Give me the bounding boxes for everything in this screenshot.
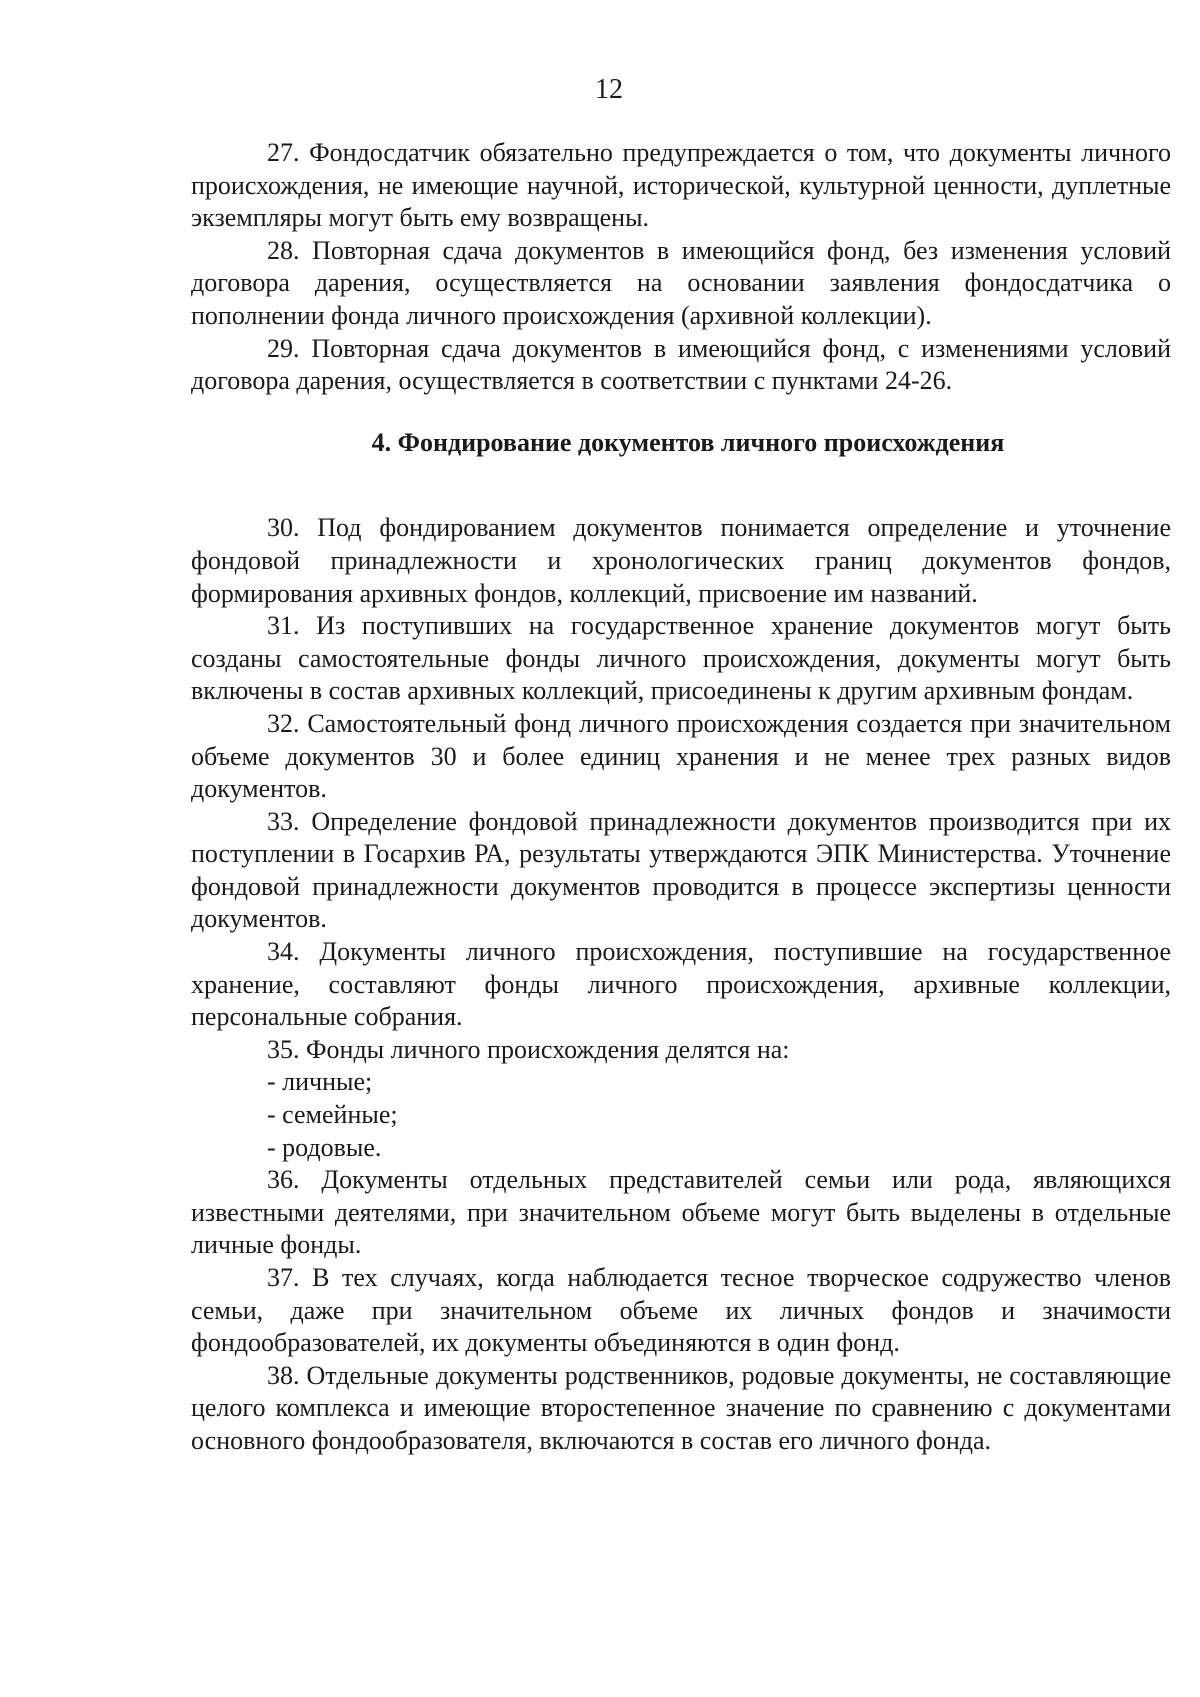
paragraph-28: 28. Повторная сдача документов в имеющийся фонд, без изменения условий договора дарения, осуществляется на основании заявления фондосдатчика о пополнении фонда личного происхождения (архивной коллекции).: [191, 235, 1171, 330]
section-heading: 4. Фондирование документов личного происхождения: [371, 427, 1005, 457]
paragraph-36: 36. Документы отдельных представителей семьи или рода, являющихся известными деятелями, при значительном объеме могут быть выделены в отдельные личные фонды.: [191, 1165, 1171, 1260]
paragraph-27: 27. Фондосдатчик обязательно предупреждается о том, что документы личного происхождения, не имеющие научной, исторической, культурной ценности, дуплетные экземпляры могут быть ему возвращены.: [191, 138, 1171, 233]
page-number: 12: [595, 74, 623, 105]
paragraph-37: 37. В тех случаях, когда наблюдается тесное творческое содружество членов семьи, даже при значительном объеме их личных фондов и значимости фондообразователей, их документы объединяются в один фонд.: [191, 1263, 1171, 1358]
paragraph-33: 33. Определение фондовой принадлежности документов производится при их поступлении в Госархив РА, результаты утверждаются ЭПК Министерства. Уточнение фондовой принадлежности документов проводится в процессе экспертизы ценности документов.: [191, 806, 1171, 934]
spacer: [191, 459, 1171, 512]
paragraph-32: 32. Самостоятельный фонд личного происхождения создается при значительном объеме документов 30 и более единиц хранения и не менее трех разных видов документов.: [191, 708, 1171, 804]
paragraph-31: 31. Из поступивших на государственное хранение документов могут быть созданы самостоятельные фонды личного происхождения, документы могут быть включены в состав архивных коллекций, присоединены к другим архивным фондам.: [191, 611, 1171, 706]
paragraph-29: 29. Повторная сдача документов в имеющийся фонд, с изменениями условий договора дарения, осуществляется в соответствии с пунктами 24-26.: [191, 333, 1171, 396]
paragraph-34: 34. Документы личного происхождения, поступившие на государственное хранение, составляют фонды личного происхождения, архивные коллекции, персональные собрания.: [191, 937, 1171, 1032]
list-item: - личные;: [267, 1067, 373, 1097]
spacer: [191, 398, 1171, 427]
document-body: [191, 137, 1171, 1458]
paragraph-35: 35. Фонды личного происхождения делятся на:: [267, 1034, 790, 1064]
list-item: - семейные;: [267, 1100, 398, 1130]
list-item: - родовые.: [267, 1132, 382, 1162]
paragraph-38: 38. Отдельные документы родственников, родовые документы, не составляющие целого комплекса и имеющие второстепенное значение по сравнению с документами основного фондообразователя, включаются в состав его личного фонда.: [191, 1360, 1171, 1455]
paragraph-30: 30. Под фондированием документов понимается определение и уточнение фондовой принадлежности и хронологических границ документов фондов, формирования архивных фондов, коллекций, присвоение им названий.: [191, 513, 1171, 608]
